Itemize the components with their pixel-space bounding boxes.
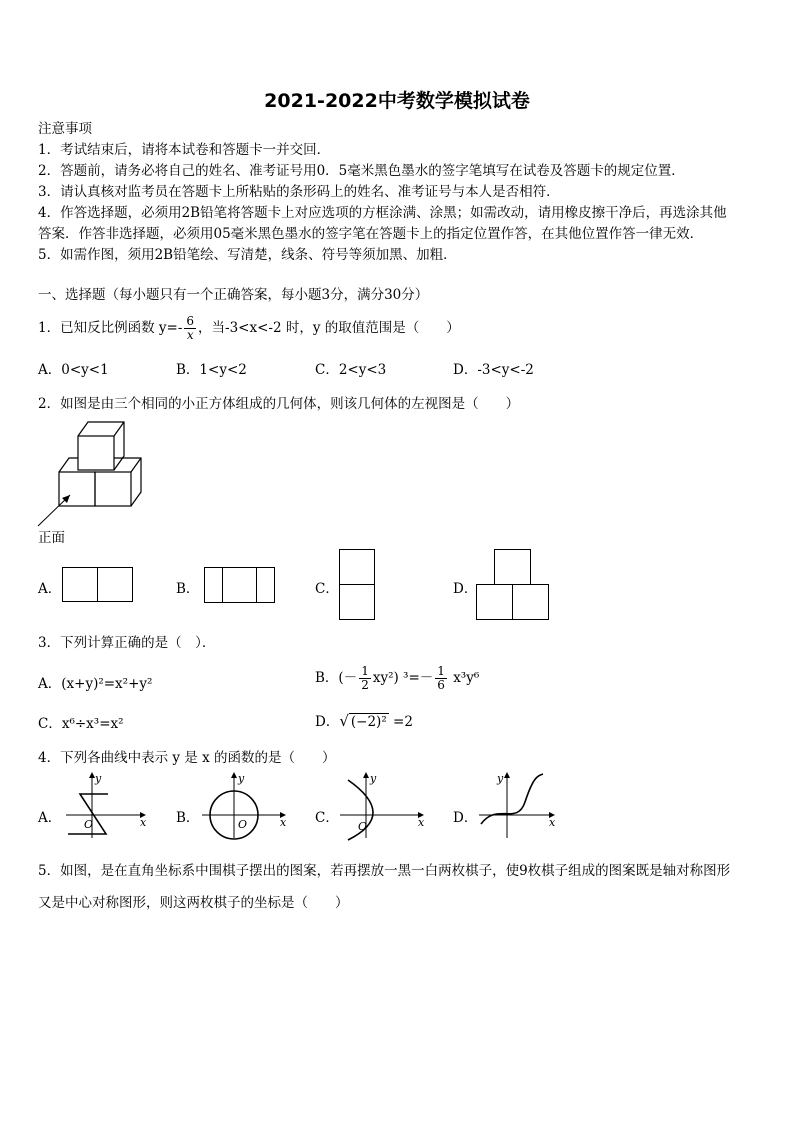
q4-option-b[interactable]: B． (176, 810, 200, 826)
q3-b-frac2 (435, 665, 447, 692)
question-2: 2．如图是由三个相同的小正方体组成的几何体，则该几何体的左视图是（ ） (38, 396, 520, 412)
sqrt-icon: √ (339, 712, 349, 730)
q3-option-d[interactable] (315, 710, 413, 730)
q4d-y-label: y (497, 772, 504, 785)
notice-item-2: 2．答题前，请务必将自己的姓名、准考证号用0．5毫米黑色墨水的签字笔填写在试卷及答题卡的规定位置． (38, 163, 685, 179)
q4a-x-label: x (140, 816, 147, 829)
q4-option-d-graph (477, 772, 557, 840)
q4-option-a[interactable]: A． (38, 810, 62, 826)
q3-d-post: =2 (388, 714, 413, 730)
page-title: 2021-2022中考数学模拟试卷 (264, 90, 530, 112)
question-1 (38, 314, 460, 342)
q3-option-c[interactable]: C．x⁶÷x³=x² (38, 716, 124, 732)
q2-option-b[interactable]: B． (176, 581, 200, 597)
q4-option-c[interactable]: C． (315, 810, 339, 826)
q3-option-b[interactable] (315, 660, 479, 696)
q2-option-c-figure (339, 549, 376, 621)
q3-d-pre: D． (315, 714, 340, 730)
q3-b-frac2-den: 6 (437, 678, 445, 692)
q1-text-pre: 1．已知反比例函数 y=- (38, 320, 183, 336)
q3-b-frac1-den: 2 (361, 678, 369, 692)
q2-front-label: 正面 (38, 530, 65, 546)
q2-option-d-figure (476, 549, 550, 621)
notice-item-3: 3．请认真核对监考员在答题卡上所粘贴的条形码上的姓名、准考证号与本人是否相符． (38, 184, 560, 200)
q4-option-d[interactable]: D． (453, 810, 478, 826)
notice-heading: 注意事项 (38, 121, 92, 137)
q2-option-c[interactable]: C． (315, 581, 339, 597)
q4b-x-label: x (280, 816, 287, 829)
q3-d-radicand: (−2)² (350, 714, 387, 730)
q4-option-b-graph (200, 772, 288, 840)
q3-b-post: x³y⁶ (448, 670, 480, 686)
q1-frac-num: 6 (186, 314, 195, 328)
notice-item-1: 1．考试结束后，请将本试卷和答题卡一并交回． (38, 142, 331, 158)
q1-fraction (184, 315, 196, 342)
question-4: 4．下列各曲线中表示 y 是 x 的函数的是（ ） (38, 750, 336, 766)
q3-b-frac1 (359, 665, 371, 692)
q4b-origin-label: O (238, 818, 248, 831)
q1-option-b[interactable]: B．1<y<2 (176, 362, 247, 378)
q4d-x-label: x (549, 816, 556, 829)
q1-option-c[interactable]: C．2<y<3 (315, 362, 387, 378)
question-5-line-2: 又是中心对称图形，则这两枚棋子的坐标是（ ） (38, 895, 349, 911)
q4-option-c-graph (338, 772, 426, 840)
notice-item-5: 5．如需作图，须用2B铅笔绘、写清楚，线条、符号等须加黑、加粗． (38, 247, 457, 263)
q1-option-a[interactable]: A．0<y<1 (38, 362, 109, 378)
q4b-y-label: y (238, 772, 245, 785)
q4a-origin-label: O (84, 818, 94, 831)
q1-text-post: ，当-3<x<-2 时，y 的取值范围是（ ） (198, 320, 460, 336)
q2-solid-figure (38, 420, 158, 530)
section-heading: 一、选择题（每小题只有一个正确答案，每小题3分，满分30分） (38, 287, 429, 303)
question-5-line-1: 5．如图，是在直角坐标系中围棋子摆出的图案，若再摆放一黑一白两枚棋子，使9枚棋子组成的图案既是轴对称图形 (38, 863, 731, 879)
q1-option-d[interactable]: D．-3<y<-2 (453, 362, 534, 378)
q3-b-frac2-num: 1 (437, 664, 445, 678)
q2-option-a[interactable]: A． (38, 581, 62, 597)
q3-b-frac1-num: 1 (361, 664, 369, 678)
question-3: 3．下列计算正确的是（ ）． (38, 635, 216, 651)
q3-option-a[interactable]: A．(x+y)²=x²+y² (38, 676, 153, 692)
q4a-y-label: y (95, 772, 102, 785)
q3-b-mid: xy²) ³=－ (372, 670, 434, 686)
q4c-origin-label: O (358, 820, 368, 833)
q4c-x-label: x (418, 816, 425, 829)
q2-option-a-figure (62, 567, 134, 603)
notice-item-4-cont: 答案．作答非选择题，必须用05毫米黑色墨水的签字笔在答题卡上的指定位置作答，在其他位置作答一律无效． (38, 226, 704, 242)
q2-option-b-figure (204, 567, 276, 604)
notice-item-4: 4．作答选择题，必须用2B铅笔将答题卡上对应选项的方框涂满、涂黑；如需改动，请用橡皮擦干净后，再选涂其他 (38, 205, 727, 221)
q4c-y-label: y (370, 772, 377, 785)
q1-frac-den: x (186, 328, 194, 342)
q4-option-a-graph (62, 772, 148, 840)
q3-b-pre: B．(－ (315, 670, 358, 686)
q2-option-d[interactable]: D． (453, 581, 478, 597)
